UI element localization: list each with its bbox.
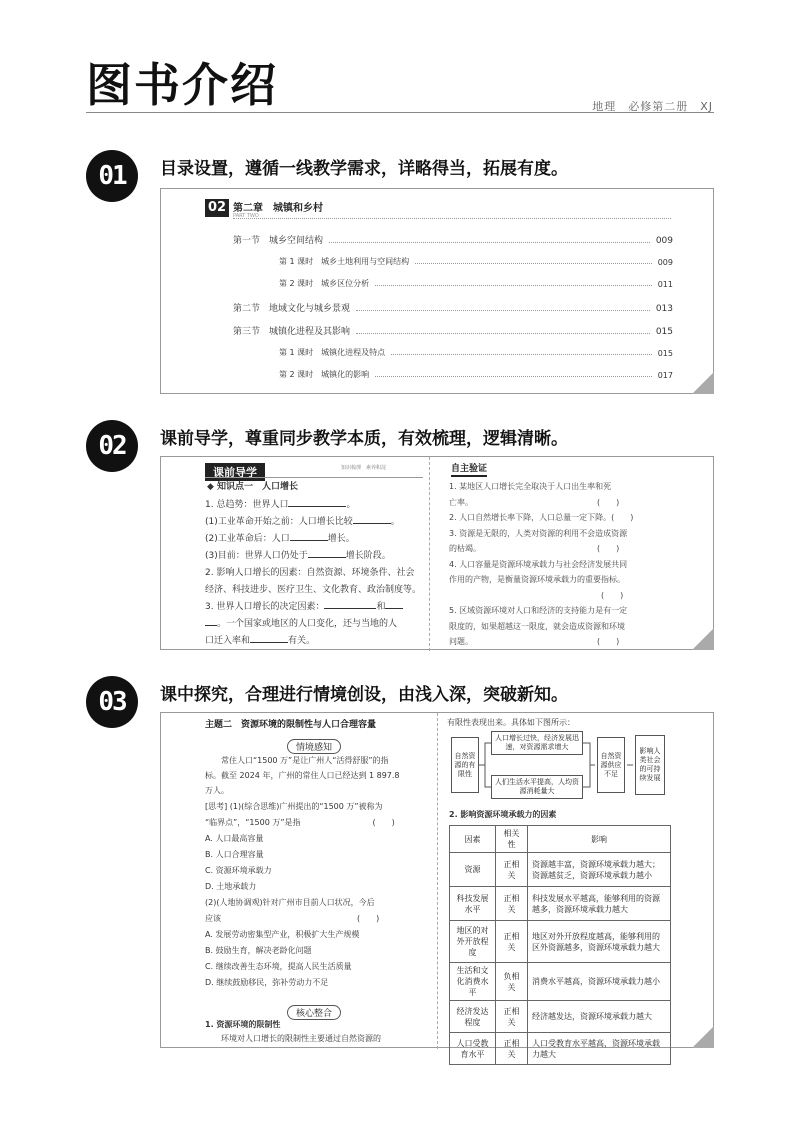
page-fold-corner: [692, 628, 714, 650]
inquiry-card: [160, 712, 714, 1059]
table-header: 因素: [450, 826, 496, 853]
section-badge-03: 03: [86, 676, 138, 728]
column-divider: [429, 457, 430, 651]
table-header: 相关性: [496, 826, 528, 853]
pill-situation: 情境感知: [287, 735, 341, 754]
section-heading-01: 目录设置，遵循一线教学需求，详略得当，拓展有度。: [160, 159, 568, 179]
table-row: 资源 正相关 资源越丰富，资源环境承载力越大；资源越贫乏，资源环境承载力越小: [450, 853, 671, 887]
chapter-en: PART TWO: [233, 213, 259, 219]
toc-row: 第二节 地域文化与城乡景观 013: [233, 304, 673, 314]
section-heading-03: 课中探究，合理进行情境创设，由浅入深，突破新知。: [160, 685, 568, 705]
table-row: 地区的对外开放程度 正相关 地区对外开放程度越高，能够利用的区外资源越多，资源环境承载力越大: [450, 921, 671, 963]
table-header: 影响: [528, 826, 671, 853]
knowledge-point-title: ◆ 知识点一 人口增长: [207, 482, 299, 492]
toc-card: [160, 188, 714, 394]
preview-card: [160, 456, 714, 650]
option: B. 人口合理容量: [205, 850, 264, 859]
toc-row: 第一节 城乡空间结构 009: [233, 236, 673, 246]
option: A. 发展劳动密集型产业，积极扩大生产规模: [205, 930, 360, 939]
toc-row: 第 1 课时 城乡土地利用与空间结构 009: [279, 257, 673, 267]
logo-char: 书: [134, 58, 182, 112]
subject-label: 地理 必修第二册 XJ: [592, 100, 713, 113]
preview-tag-right: 知识梳理 素养积淀: [341, 465, 387, 471]
pill-core: 核心整合: [287, 1001, 341, 1020]
column-divider: [437, 713, 438, 1049]
self-check-list: 1. 某地区人口增长完全取决于人口出生率和死 亡率。 ( ) 2. 人口自然增长率下降，人口总量一定下降。( ) 3. 资源是无限的，人类对资源的利用不会造成资源 的枯竭。 ( ) 4. 人口容量是资源环境承载力与社会经济发展共同 作用的产物，是衡量资源环境承载力的重要指标。 ( ) 5. 区域资源环境对人口和经济的支持能力是有一定 限度的，如果超越这一限度，就会造成资源和环境 问题。 ( ): [449, 482, 634, 646]
chapter-underline: [233, 218, 671, 219]
flow-box-shortage: 自然资源供应不足: [597, 737, 625, 793]
option: C. 继续改善生态环境，提高人民生活质量: [205, 962, 352, 971]
option: C. 资源环境承载力: [205, 866, 272, 875]
table-header-row: [450, 826, 671, 853]
table-row: 科技发展水平 正相关 科技发展水平越高，能够利用的资源越多，资源环境承载力越大: [450, 887, 671, 921]
page-fold-corner: [692, 1026, 714, 1048]
chapter-number: 02: [205, 199, 229, 217]
table-row: 人口受教育水平 正相关 人口受教育水平越高，资源环境承载力越大: [450, 1033, 671, 1065]
section-badge-01: 01: [86, 150, 138, 202]
logo-char: 图: [86, 58, 134, 112]
preview-tag: 课前导学: [205, 461, 265, 481]
flow-arrows: [477, 729, 637, 803]
toc-row: 第 2 课时 城镇化的影响 017: [279, 370, 673, 380]
option: B. 鼓励生育，解决老龄化问题: [205, 946, 312, 955]
point1-title: 1. 资源环境的限制性: [205, 1020, 281, 1029]
tag-underline: [205, 477, 423, 478]
table-row: 生活和文化消费水平 负相关 消费水平越高，资源环境承载力越小: [450, 963, 671, 1001]
logo-char: 绍: [230, 58, 278, 112]
option: A. 人口最高容量: [205, 834, 264, 843]
topic-title: 主题二 资源环境的限制性与人口合理容量: [205, 720, 377, 730]
flow-box-living: 人们生活水平提高，人均资源消耗量大: [491, 775, 583, 799]
intro-text: 常住人口“1500 万”是让广州人“活得舒服”的指 标。截至 2024 年，广州的常住人口已经达到 1 897.8 万人。: [205, 756, 400, 795]
flow-intro: 有限性表现出来。具体如下图所示：: [447, 718, 575, 727]
section-heading-02: 课前导学，尊重同步教学本质，有效梳理，逻辑清晰。: [160, 429, 568, 449]
flow-box-resources: 自然资源的有限性: [451, 737, 479, 793]
book-intro-logo: [86, 58, 278, 112]
page-fold-corner: [692, 372, 714, 394]
option: D. 继续鼓励移民，弥补劳动力不足: [205, 978, 329, 987]
chapter-title: 第二章 城镇和乡村: [233, 203, 323, 214]
option: D. 土地承载力: [205, 882, 257, 891]
toc-row: 第三节 城镇化进程及其影响 015: [233, 327, 673, 337]
flow-box-impact: 影响人类社会的可持续发展: [635, 735, 665, 795]
self-check-title: 自主验证: [451, 461, 487, 477]
toc-row: 第 1 课时 城镇化进程及特点 015: [279, 348, 673, 358]
flow-box-growth: 人口增长过快，经济发展迅速，对资源需求增大: [491, 731, 583, 755]
toc-row: 第 2 课时 城乡区位分析 011: [279, 279, 673, 289]
table-row: 经济发达程度 正相关 经济越发达，资源环境承载力越大: [450, 1001, 671, 1033]
capacity-table: [449, 825, 671, 1065]
logo-char: 介: [182, 58, 230, 112]
knowledge-text: 1. 总趋势：世界人口 。 (1)工业革命开始之前：人口增长比较 。 (2)工业革命后：人口 增长。 (3)目前：世界人口仍处于 增长阶段。 2. 影响人口增长的因素：自然资源、环境条件、社会 经济、科技进步、医疗卫生、文化教育、政治制度等。 3. 世界人口增长的决定因素： 和 。一个国家或地区的人口变化，还与当地的人 口迁入率和 有关。: [205, 497, 425, 650]
point2-title: 2. 影响资源环境承载力的因素: [449, 810, 557, 819]
point1-text: 环境对人口增长的限制性主要通过自然资源的: [221, 1034, 381, 1043]
question-block: [思考] (1)(综合思维)广州提出的“1500 万”被称为 “临界点”，“1500 万”是指 ( ) A. 人口最高容量 B. 人口合理容量 C. 资源环境承载力 D. 土地承载力 (2)(人地协调观)针对广州市目前人口状况，今后 应该 ( ) A. 发展劳动密集型产业，积极扩大生产规模 B. 鼓励生育，解决老龄化问题 C. 继续改善生态环境，提高人民生活质量 D. 继续鼓励移民，弥补劳动力不足: [205, 799, 431, 991]
section-badge-02: 02: [86, 420, 138, 472]
